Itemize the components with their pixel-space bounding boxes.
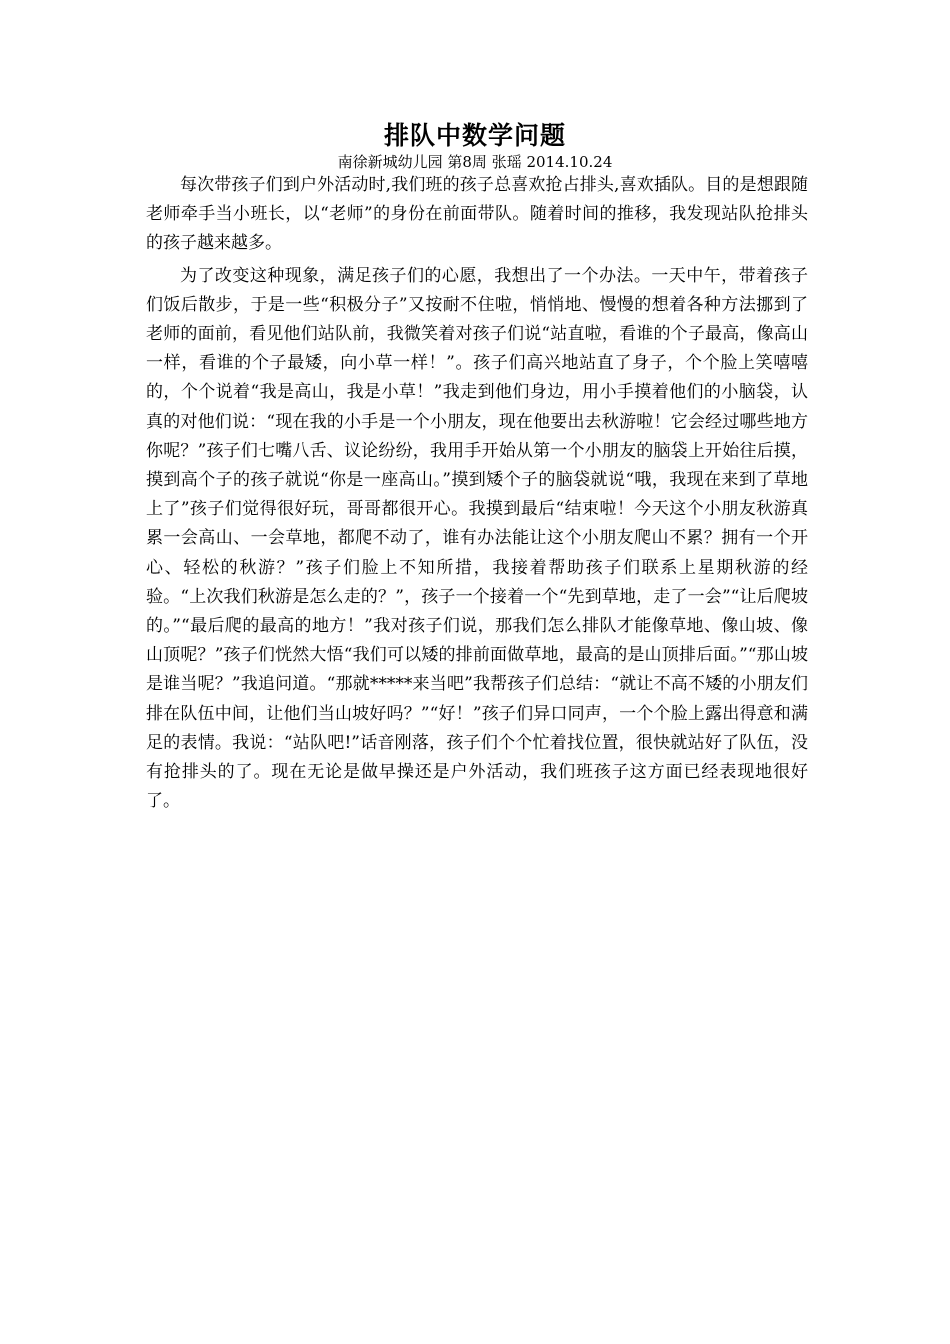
document-title: 排队中数学问题 bbox=[383, 121, 566, 150]
paragraph-2: 为了改变这种现象，满足孩子们的心愿，我想出了一个办法。一天中午，带着孩子们饭后散步，于是一些“积极分子”又按耐不住啦，悄悄地、慢慢的想着各种方法挪到了老师的面前，看见他们站队前，我微笑着对孩子们说“站直啦，看谁的个子最高，像高山一样，看谁的个子最矮，向小草一样！”。孩子们高兴地站直了身子，个个脸上笑嘻嘻的，个个说着“我是高山，我是小草！”我走到他们身边，用小手摸着他们的小脑袋，认真的对他们说：“现在我的小手是一个小朋友，现在他要出去秋游啦！它会经过哪些地方你呢？”孩子们七嘴八舌、议论纷纷，我用手开始从第一个小朋友的脑袋上开始往后摸，摸到高个子的孩子就说“你是一座高山。”摸到矮个子的脑袋就说“哦，我现在来到了草地上了”孩子们觉得很好玩，哥哥都很开心。我摸到最后“结束啦！今天这个小朋友秋游真累一会高山、一会草地，都爬不动了，谁有办法能让这个小朋友爬山不累？拥有一个开心、轻松的秋游？”孩子们脸上不知所措，我接着帮助孩子们联系上星期秋游的经验。“上次我们秋游是怎么走的？”，孩子一个接着一个“先到草地，走了一会”“让后爬坡的。”“最后爬的最高的地方！”我对孩子们说，那我们怎么排队才能像草地、像山坡、像山顶呢？”孩子们恍然大悟“我们可以矮的排前面做草地，最高的是山顶排后面。”“那山坡是谁当呢？”我追问道。“那就*****来当吧”我帮孩子们总结：“就让不高不矮的小朋友们排在队伍中间，让他们当山坡好吗？”“好！”孩子们异口同声，一个个脸上露出得意和满足的表情。我说：“站队吧!”话音刚落，孩子们个个忙着找位置，很快就站好了队伍，没有抢排头的了。现在无论是做早操还是户外活动，我们班孩子这方面已经表现地很好了。 bbox=[146, 265, 808, 812]
document-body bbox=[146, 171, 808, 816]
document-byline: 南徐新城幼儿园 第8周 张瑶 2014.10.24 bbox=[337, 153, 613, 171]
paragraph-1: 每次带孩子们到户外活动时,我们班的孩子总喜欢抢占排头,喜欢插队。目的是想跟随老师牵手当小班长，以“老师”的身份在前面带队。随着时间的推移，我发现站队抢排头的孩子越来越多。 bbox=[146, 175, 808, 254]
